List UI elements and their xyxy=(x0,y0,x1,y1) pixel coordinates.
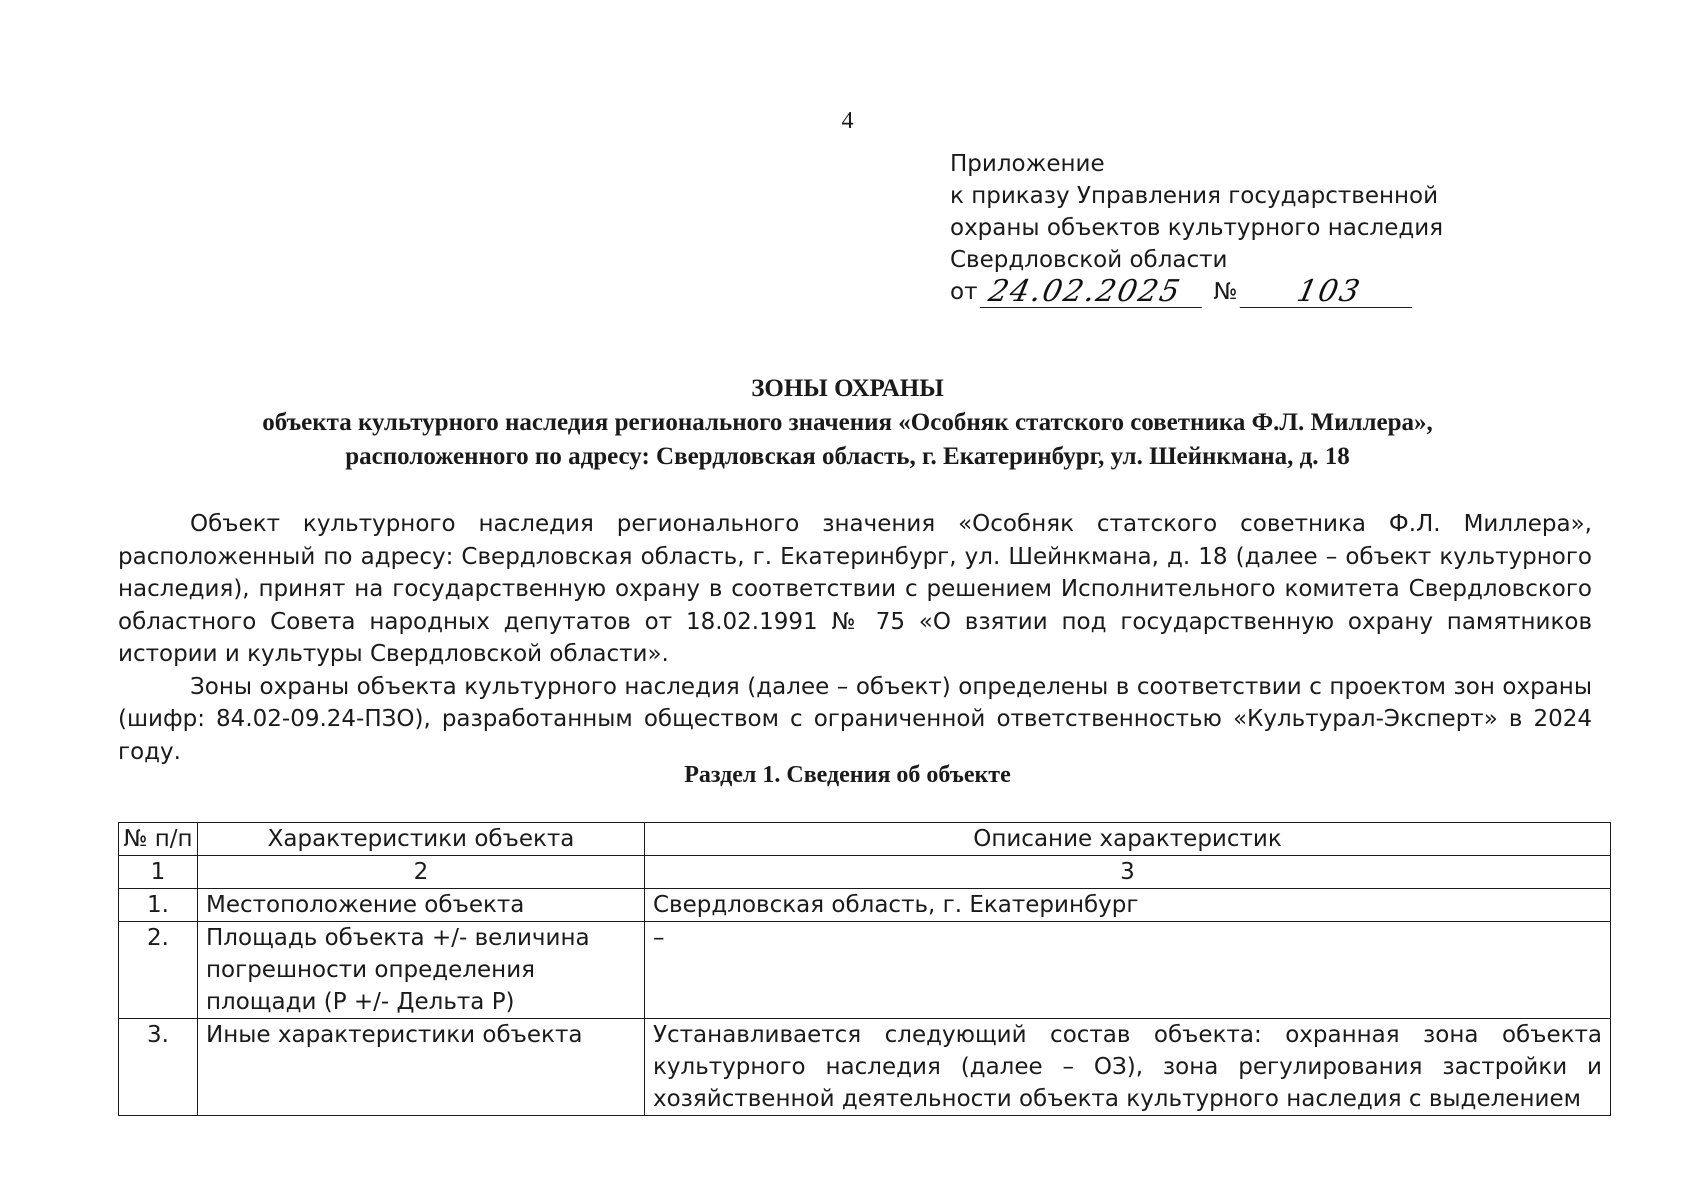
title-line-2: объекта культурного наследия регионального значения «Особняк статского советника Ф.Л. Миллера», xyxy=(262,409,1433,436)
table-row xyxy=(119,889,1611,922)
header-cell-number: № п/п xyxy=(119,823,198,856)
paragraph-1: Объект культурного наследия регионального значения «Особняк статского советника Ф.Л. Миллера», расположенный по адресу: Свердловская область, г. Екатеринбург, ул. Шейнкмана, д. 18 (далее – объект культурного наследия), принят на государственную охрану в соответствии с решением Исполнительного комитета Свердловского областного Совета народных депутатов от 18.02.1991 № 75 «О взятии под государственную охрану памятников истории и культуры Свердловской области». xyxy=(118,511,1592,667)
row-description-cell: Устанавливается следующий состав объекта: охранная зона объекта культурного наследия (далее – ОЗ), зона регулирования застройки и хозяйственной деятельности объекта культурного наследия с выделением xyxy=(645,1019,1611,1116)
column-number-cell: 2 xyxy=(198,856,645,889)
table-column-numbers-row xyxy=(119,856,1611,889)
table-row xyxy=(119,922,1611,1019)
page-number: 4 xyxy=(841,108,854,134)
section-title: Раздел 1. Сведения об объекте xyxy=(684,762,1011,788)
header-cell-description: Описание характеристик xyxy=(645,823,1611,856)
handwritten-date: 24.02.2025 xyxy=(980,277,1209,308)
header-cell-characteristic: Характеристики объекта xyxy=(198,823,645,856)
document-title xyxy=(0,372,1695,474)
paragraph-2: Зоны охраны объекта культурного наследия (далее – объект) определены в соответствии с проектом зон охраны (шифр: 84.02-09.24-ПЗО), разработанным обществом с ограниченной ответственностью «Культурал-Эксперт» в 2024 году. xyxy=(118,673,1592,765)
table-row xyxy=(119,1019,1611,1116)
title-line-3: расположенного по адресу: Свердловская область, г. Екатеринбург, ул. Шейнкмана, д. 18 xyxy=(345,443,1350,470)
number-label: № xyxy=(1213,279,1238,305)
body-text xyxy=(118,508,1592,768)
appendix-line-1: Приложение xyxy=(950,151,1105,177)
handwritten-order-number: 103 xyxy=(1240,277,1419,308)
object-info-table xyxy=(118,822,1611,1116)
order-date-number-line xyxy=(950,276,1443,308)
column-number-cell: 3 xyxy=(645,856,1611,889)
from-label: от xyxy=(950,279,978,305)
row-number-cell: 2. xyxy=(119,922,198,1019)
row-number-cell: 3. xyxy=(119,1019,198,1116)
appendix-block xyxy=(950,148,1443,308)
title-main: ЗОНЫ ОХРАНЫ xyxy=(751,375,944,402)
appendix-line-2: к приказу Управления государственной xyxy=(950,183,1439,209)
appendix-line-3: охраны объектов культурного наследия xyxy=(950,215,1444,241)
row-description-cell: Свердловская область, г. Екатеринбург xyxy=(645,889,1611,922)
appendix-line-4: Свердловской области xyxy=(950,247,1228,273)
row-description-cell: – xyxy=(645,922,1611,1019)
row-characteristic-cell: Иные характеристики объекта xyxy=(198,1019,645,1116)
row-characteristic-cell: Площадь объекта +/- величина погрешности определения площади (P +/- Дельта P) xyxy=(198,922,645,1019)
row-characteristic-cell: Местоположение объекта xyxy=(198,889,645,922)
column-number-cell: 1 xyxy=(119,856,198,889)
table-header-row xyxy=(119,823,1611,856)
row-number-cell: 1. xyxy=(119,889,198,922)
